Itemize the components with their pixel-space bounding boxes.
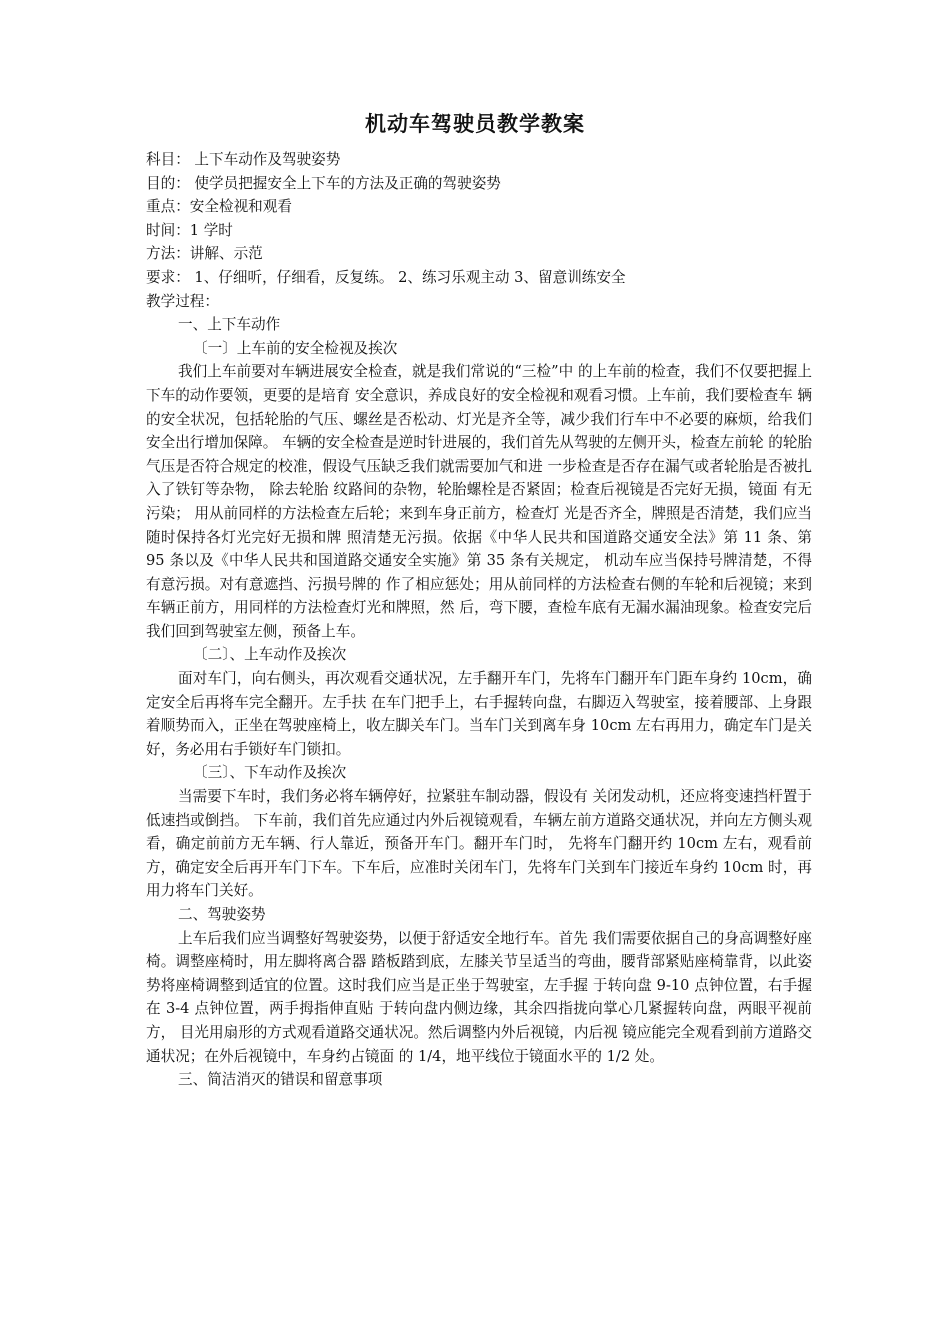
meta-purpose: 目的： 使学员把握安全上下车的方法及正确的驾驶姿势: [146, 174, 501, 192]
meta-focus: 重点：安全检视和观看: [146, 198, 292, 216]
section-heading-1: 一、上下车动作: [178, 316, 281, 334]
meta-process-label: 教学过程：: [146, 292, 219, 310]
document-title: 机动车驾驶员教学教案: [365, 112, 585, 136]
section-heading-3: 三、简洁消灭的错误和留意事项: [178, 1071, 383, 1089]
meta-subject: 科目： 上下车动作及驾驶姿势: [146, 151, 341, 168]
section-text-2: 上车后我们应当调整好驾驶姿势，以便于舒适安全地行车。首先 我们需要依据自己的身高调整好座椅。调整座椅时，用左脚将离合器 踏板踏到底，左膝关节呈适当的弯曲，腰背部紧贴座椅靠背，以此姿 势将座椅调整到适宜的位置。这时我们应当是正坐于驾驶室，左手握 于转向盘 9-10 点钟位置，右手握在 3-4 点钟位置，两手拇指伸直贴 于转向盘内侧边缘，其余四指拢向掌心几紧握转向盘，两眼平视前方， 目光用扇形的方式观看道路交通状况。然后调整内外后视镜，内后视 镜应能完全观看到前方道路交通状况；在外后视镜中，车身约占镜面 的 1/4，地平线位于镜面水平的 1/2 处。: [146, 929, 813, 1065]
meta-requirements: 要求： 1、仔细听，仔细看，反复练。 2、练习乐观主动 3、留意训练安全: [146, 268, 626, 286]
subsection-heading-3: 〔三〕、下车动作及挨次: [193, 764, 347, 782]
meta-method: 方法：讲解、示范: [146, 245, 263, 263]
subsection-text-2: 面对车门，向右侧头，再次观看交通状况，左手翻开车门，先将车门翻开车门距车身约 10cm，确定安全后再将车完全翻开。左手扶 在车门把手上，右手握转向盘，右脚迈入驾驶室，接着腰部、上身跟着顺势而入，正坐在驾驶座椅上，收左脚关车门。当车门关到离车身 10cm 左右再用力，确定车门是关好，务必用右手锁好车门锁扣。: [146, 670, 812, 758]
subsection-heading-1: 〔一〕上车前的安全检视及挨次: [193, 339, 398, 357]
meta-time: 时间：1 学时: [146, 221, 233, 239]
subsection-text-1: 我们上车前要对车辆进展安全检查，就是我们常说的“三检”中 的上车前的检查，我们不仅要把握上下车的动作要领，更要的是培育 安全意识，养成良好的安全检视和观看习惯。上车前，我们要检查车 辆的安全状况，包括轮胎的气压、螺丝是否松动、灯光是齐全等，减少我们行车中不必要的麻烦，给我们安全出行增加保障。 车辆的安全检查是逆时针进展的，我们首先从驾驶的左侧开头，检查左前轮 的轮胎气压是否符合规定的校准，假设气压缺乏我们就需要加气和进 一步检查是否存在漏气或者轮胎是否被扎入了铁钉等杂物， 除去轮胎 纹路间的杂物，轮胎螺栓是否紧固；检查后视镜是否完好无损，镜面 有无污染； 用从前同样的方法检查左后轮；来到车身正前方，检查灯 光是否齐全，牌照是否清楚，我们应当随时保持各灯光完好无损和牌 照清楚无污损。依据《中华人民共和国道路交通安全法》第 11 条、第 95 条以及《中华人民共和国道路交通安全实施》第 35 条有关规定， 机动车应当保持号牌清楚，不得有意污损。对有意遮挡、污损号牌的 作了相应惩处；用从前同样的方法检查右侧的车轮和后视镜；来到车辆正前方，用同样的方法检查灯光和牌照，然 后，弯下腰，查检车底有无漏水漏油现象。检查安完后我们回到驾驶室左侧，预备上车。: [146, 363, 813, 640]
subsection-text-3: 当需要下车时，我们务必将车辆停好，拉紧驻车制动器，假设有 关闭发动机，还应将变速挡杆置于低速挡或倒挡。 下车前，我们首先应通过内外后视镜观看，车辆左前方道路交通状况，并向左方侧头观看，确定前前方无车辆、行人靠近，预备开车门。翻开车门时， 先将车门翻开约 10cm 左右，观看前方，确定安全后再开车门下车。下车后，应准时关闭车门，先将车门关到车门接近车身约 10cm 时，再用力将车门关好。: [146, 788, 812, 900]
section-heading-2: 二、驾驶姿势: [178, 906, 266, 923]
subsection-heading-2: 〔二〕、上车动作及挨次: [193, 646, 347, 664]
document-body: [146, 148, 812, 1092]
